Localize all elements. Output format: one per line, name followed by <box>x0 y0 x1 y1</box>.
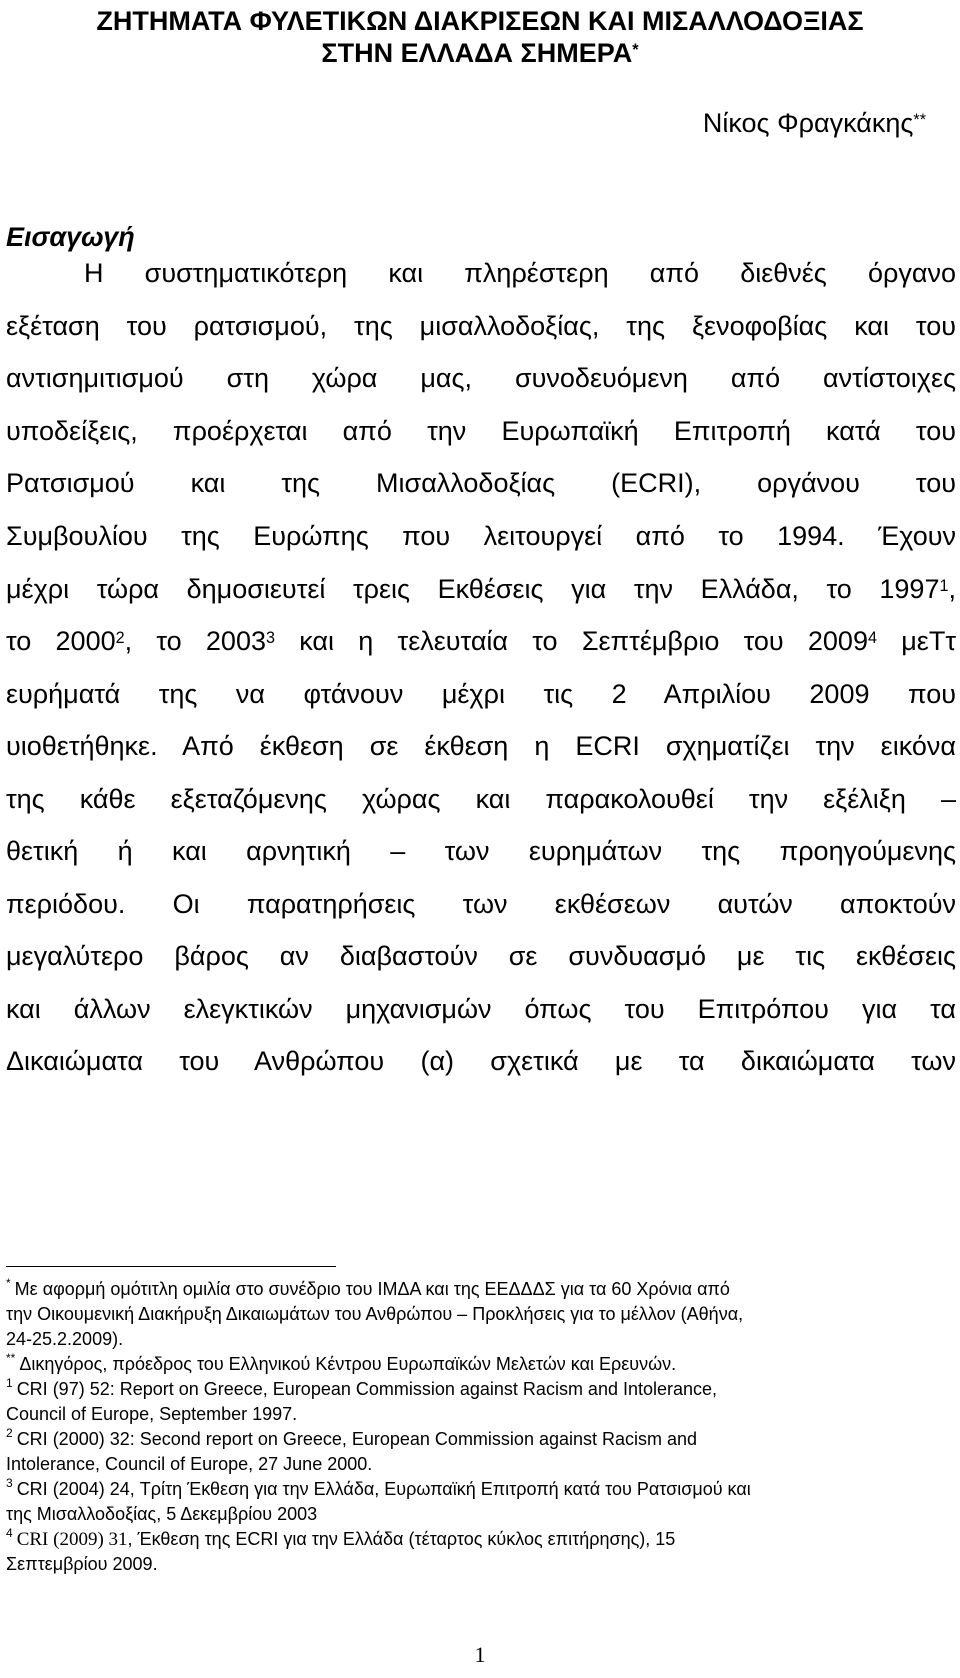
footnote-5: $^3$ CRI (2004) 24, Τρίτη Έκθεση για την Ελλάδα, Ευρωπαϊκή Επιτροπή κατά του Ρατσισμού και <box>6 1476 751 1499</box>
body-line: Η συστηματικότερη και πληρέστερη από διεθνές όργανο <box>84 258 956 288</box>
footnote-ref-4[interactable]: 4 <box>867 628 877 647</box>
footnote-ref-1[interactable]: 1 <box>939 576 949 595</box>
body-line: και άλλων ελεγκτικών μηχανισμών όπως του Επιτρόπου για τα <box>6 994 956 1024</box>
section-heading: Εισαγωγή <box>6 222 135 252</box>
body-line: Συμβουλίου της Ευρώπης που λειτουργεί από το 1994. Έχουν <box>6 521 956 551</box>
footnote-4-cont: Intolerance, Council of Europe, 27 June 2000. <box>6 1454 373 1474</box>
body-line: αντισημιτισμού στη χώρα μας, συνοδευόμενη από αντίστοιχες <box>6 363 956 393</box>
body-line: υιοθετήθηκε. Από έκθεση σε έκθεση η ECRI σχηματίζει την εικόνα <box>6 731 956 761</box>
footnote-5-cont: της Μισαλλοδοξίας, 5 Δεκεμβρίου 2003 <box>6 1504 318 1524</box>
body-line: Δικαιώματα του Ανθρώπου (α) σχετικά με τα δικαιώματα των <box>6 1046 956 1076</box>
body-line: υποδείξεις, προέρχεται από την Ευρωπαϊκή Επιτροπή κατά του <box>6 416 956 446</box>
footnote-1-cont: την Οικουμενική Διακήρυξη Δικαιωμάτων του Ανθρώπου – Προκλήσεις για το μέλλον (Αθήνα, <box>6 1304 744 1324</box>
footnote-6-cont: Σεπτεμβρίου 2009. <box>6 1554 158 1574</box>
title-footnote-mark[interactable]: * <box>632 40 639 59</box>
footnote-3: $^1$ CRI (97) 52: Report on Greece, European Commission against Racism and Intolerance, <box>6 1376 718 1399</box>
body-line: μεγαλύτερο βάρος αν διαβαστούν σε συνδυασμό με τις εκθέσεις <box>6 941 956 971</box>
footnote-1: * Με αφορμή ομότιτλη ομιλία στο συνέδριο του ΙΜΔΑ και της ΕΕΔΔΔΣ για τα 60 Χρόνια από <box>6 1276 730 1299</box>
body-line: περιόδου. Οι παρατηρήσεις των εκθέσεων αυτών αποκτούν <box>6 889 956 919</box>
footnote-4: $^2$ CRI (2000) 32: Second report on Greece, European Commission against Racism and <box>6 1426 698 1449</box>
author-name: Νίκος Φραγκάκης** <box>702 108 926 138</box>
body-line: της κάθε εξεταζόμενης χώρας και παρακολουθεί την εξέλιξη – <box>6 784 956 814</box>
footnote-ref-2[interactable]: 2 <box>115 628 125 647</box>
body-line: Ρατσισμού και της Μισαλλοδοξίας (ECRI), οργάνου του <box>6 468 956 498</box>
footnote-1-cont: 24-25.2.2009). <box>6 1329 124 1349</box>
footnote-3-cont: Council of Europe, September 1997. <box>6 1404 298 1424</box>
title-line-2: ΣΤΗΝ ΕΛΛΑΔΑ ΣΗΜΕΡΑ* <box>321 38 639 68</box>
footnote-6: $^4$ CRI (2009) 31, Έκθεση της ECRI για την Ελλάδα (τέταρτος κύκλος επιτήρησης), 15 <box>6 1526 676 1550</box>
footnote-separator <box>6 1266 336 1267</box>
footnote-2: ** Δικηγόρος, πρόεδρος του Ελληνικού Κέντρου Ευρωπαϊκών Μελετών και Ερευνών. <box>6 1351 677 1374</box>
body-line: θετική ή και αρνητική – των ευρημάτων της προηγούμενης <box>6 836 956 866</box>
footnote-ref-3[interactable]: 3 <box>265 628 275 647</box>
title-line-1: ΖΗΤΗΜΑΤΑ ΦΥΛΕΤΙΚΩΝ ΔΙΑΚΡΙΣΕΩΝ ΚΑΙ ΜΙΣΑΛΛΟΔΟΞΙΑΣ <box>96 6 864 36</box>
body-line: μέχρι τώρα δημοσιευτεί τρεις Εκθέσεις για την Ελλάδα, το 1997$^1$, <box>6 574 956 604</box>
body-line: ευρήματά της να φτάνουν μέχρι τις 2 Απριλίου 2009 που <box>6 679 956 709</box>
body-line: το 2000$^2$, το 2003$^3$ και η τελευταία το Σεπτέμβριο του 2009$^4$ μεΤτ <box>6 626 956 656</box>
page-number: 1 <box>474 1642 486 1667</box>
body-line: εξέταση του ρατσισμού, της μισαλλοδοξίας, της ξενοφοβίας και του <box>6 311 956 341</box>
author-footnote-mark[interactable]: ** <box>913 110 926 129</box>
